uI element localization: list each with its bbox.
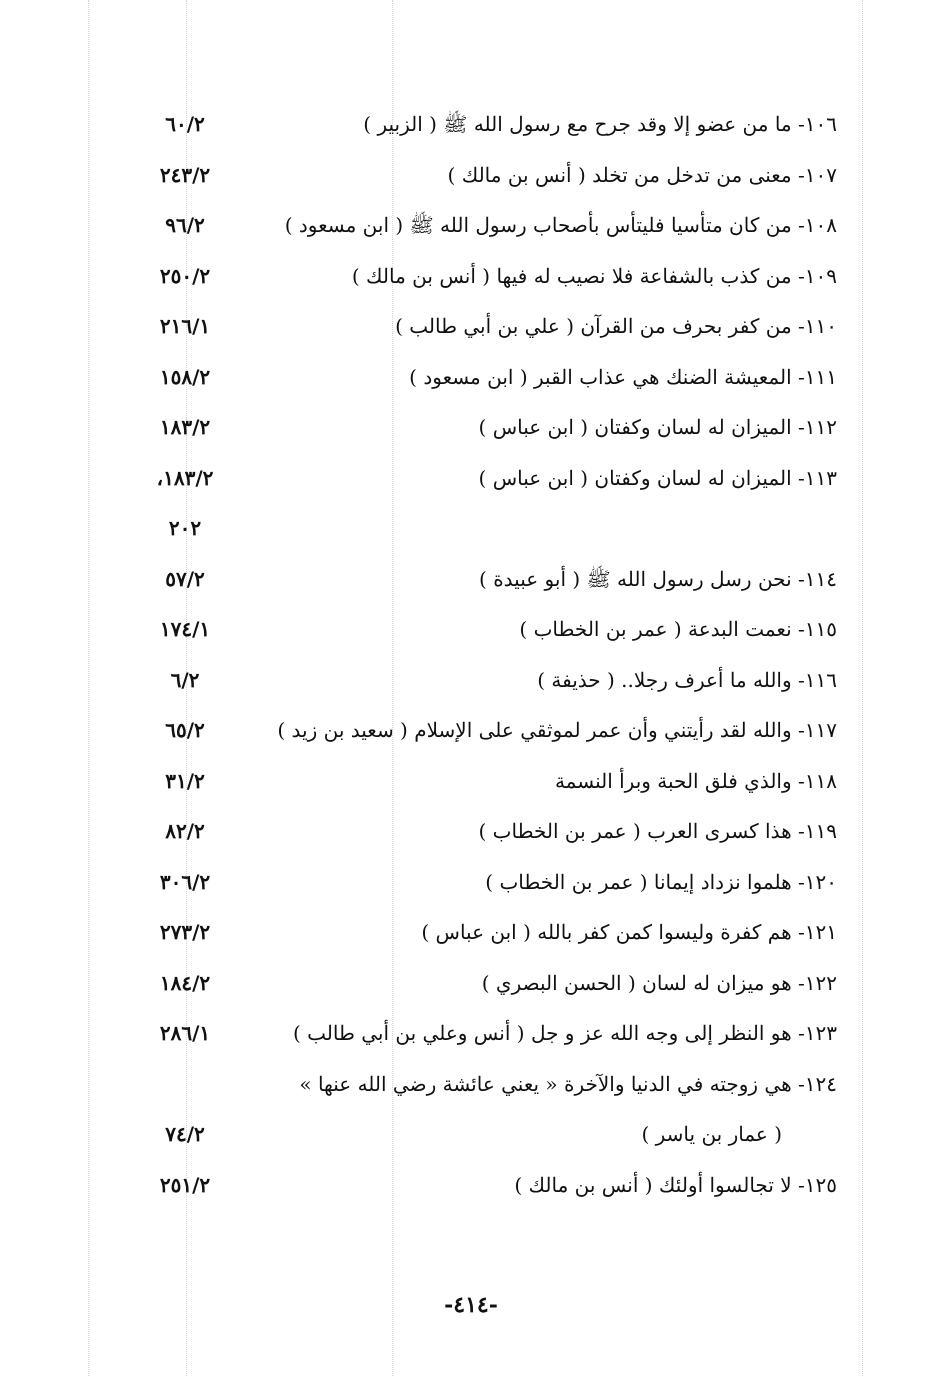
entry-text: ١١٥- نعمت البدعة ( عمر بن الخطاب ) xyxy=(519,617,837,641)
entry-reference: ٧٤/٢ xyxy=(165,1122,205,1146)
entry-text: ( عمار بن ياسر ) xyxy=(641,1122,782,1146)
entry-text: ١٢٣- هو النظر إلى وجه الله عز و جل ( أنس وعلي بن أبي طالب ) xyxy=(293,1021,837,1045)
entry-reference: ٢٠٢ xyxy=(168,516,202,540)
entry-text: ١٢٢- هو ميزان له لسان ( الحسن البصري ) xyxy=(481,970,837,995)
index-entry-108 xyxy=(0,205,942,256)
index-entry-125 xyxy=(0,1165,942,1216)
entry-reference: ٢٥١/٢ xyxy=(159,1172,211,1197)
entry-text: ١١١- المعيشة الضنك هي عذاب القبر ( ابن مسعود ) xyxy=(409,364,837,389)
entry-text: ١٠٧- معنى من تدخل من تخلد ( أنس بن مالك ) xyxy=(447,162,837,187)
index-entry-113-continued xyxy=(0,508,942,559)
entry-text: ١١٨- والذي فلق الحبة وبرأ النسمة xyxy=(554,768,837,793)
entry-reference: ٢٨٦/١ xyxy=(159,1021,211,1045)
index-entry-117 xyxy=(0,710,942,761)
entry-reference: ٢١٦/١ xyxy=(159,314,211,338)
index-entry-122 xyxy=(0,963,942,1014)
entry-reference: ٨٢/٢ xyxy=(165,819,205,843)
index-entry-124-continued xyxy=(0,1114,942,1165)
entry-reference: ٩٦/٢ xyxy=(165,213,205,237)
entry-text: ١٠٦- ما من عضو إلا وقد جرح مع رسول الله ﷺ ( الزبير ) xyxy=(363,112,837,136)
entry-text: ١١٢- الميزان له لسان وكفتان ( ابن عباس ) xyxy=(478,415,837,439)
entry-text: ١١٧- والله لقد رأيتني وأن عمر لموثقي على الإسلام ( سعيد بن زيد ) xyxy=(277,718,837,742)
index-entry-107 xyxy=(0,155,942,206)
entry-text: ١٠٩- من كذب بالشفاعة فلا نصيب له فيها ( أنس بن مالك ) xyxy=(351,263,837,288)
entry-text: ١١٠- من كفر بحرف من القرآن ( علي بن أبي طالب ) xyxy=(395,314,837,338)
entry-reference: ١٧٤/١ xyxy=(159,617,211,641)
index-entry-114 xyxy=(0,559,942,610)
entry-reference: ٣١/٢ xyxy=(165,768,205,793)
index-entry-106 xyxy=(0,104,942,155)
entry-reference: ١٥٨/٢ xyxy=(159,364,211,389)
entry-text: ١١٩- هذا كسرى العرب ( عمر بن الخطاب ) xyxy=(478,819,837,843)
entry-reference: ٢٤٣/٢ xyxy=(159,162,211,187)
entry-text: ١٢٤- هي زوجته في الدنيا والآخرة « يعني عائشة رضي الله عنها » xyxy=(299,1071,837,1096)
index-entry-111 xyxy=(0,357,942,408)
index-entry-116 xyxy=(0,660,942,711)
entry-text: ١٢٥- لا تجالسوا أولئك ( أنس بن مالك ) xyxy=(514,1172,837,1197)
entry-reference: ١٨٣/٢، xyxy=(156,465,214,490)
entry-text: ١٢١- هم كفرة وليسوا كمن كفر بالله ( ابن عباس ) xyxy=(421,920,837,944)
entry-reference: ١٨٣/٢ xyxy=(159,415,211,439)
index-entry-120 xyxy=(0,862,942,913)
index-entry-110 xyxy=(0,306,942,357)
index-entry-118 xyxy=(0,761,942,812)
index-entry-121 xyxy=(0,912,942,963)
index-entry-123 xyxy=(0,1013,942,1064)
entry-reference: ٢٥٠/٢ xyxy=(159,263,211,288)
entry-text: ١١٤- نحن رسل رسول الله ﷺ ( أبو عبيدة ) xyxy=(479,566,837,591)
entry-reference: ٦٥/٢ xyxy=(165,718,205,742)
index-entry-115 xyxy=(0,609,942,660)
entry-reference: ١٨٤/٢ xyxy=(159,970,211,995)
index-entry-109 xyxy=(0,256,942,307)
entry-text: ١١٦- والله ما أعرف رجلا.. ( حذيفة ) xyxy=(537,667,837,692)
entry-reference: ٣٠٦/٢ xyxy=(159,869,211,894)
entry-reference: ٢٧٣/٢ xyxy=(159,920,211,944)
index-entries xyxy=(0,104,942,1215)
entry-text: ١٢٠- هلموا نزداد إيمانا ( عمر بن الخطاب ) xyxy=(485,869,837,894)
index-entry-112 xyxy=(0,407,942,458)
index-entry-113 xyxy=(0,458,942,509)
entry-text: ١٠٨- من كان متأسيا فليتأس بأصحاب رسول الله ﷺ ( ابن مسعود ) xyxy=(284,213,837,237)
entry-text: ١١٣- الميزان له لسان وكفتان ( ابن عباس ) xyxy=(478,465,837,490)
entry-reference: ٦٠/٢ xyxy=(165,112,205,136)
index-entry-124 xyxy=(0,1064,942,1115)
entry-reference: ٦/٢ xyxy=(170,667,200,692)
page-number: -٤١٤- xyxy=(444,1292,498,1318)
entry-reference: ٥٧/٢ xyxy=(165,566,205,591)
index-entry-119 xyxy=(0,811,942,862)
